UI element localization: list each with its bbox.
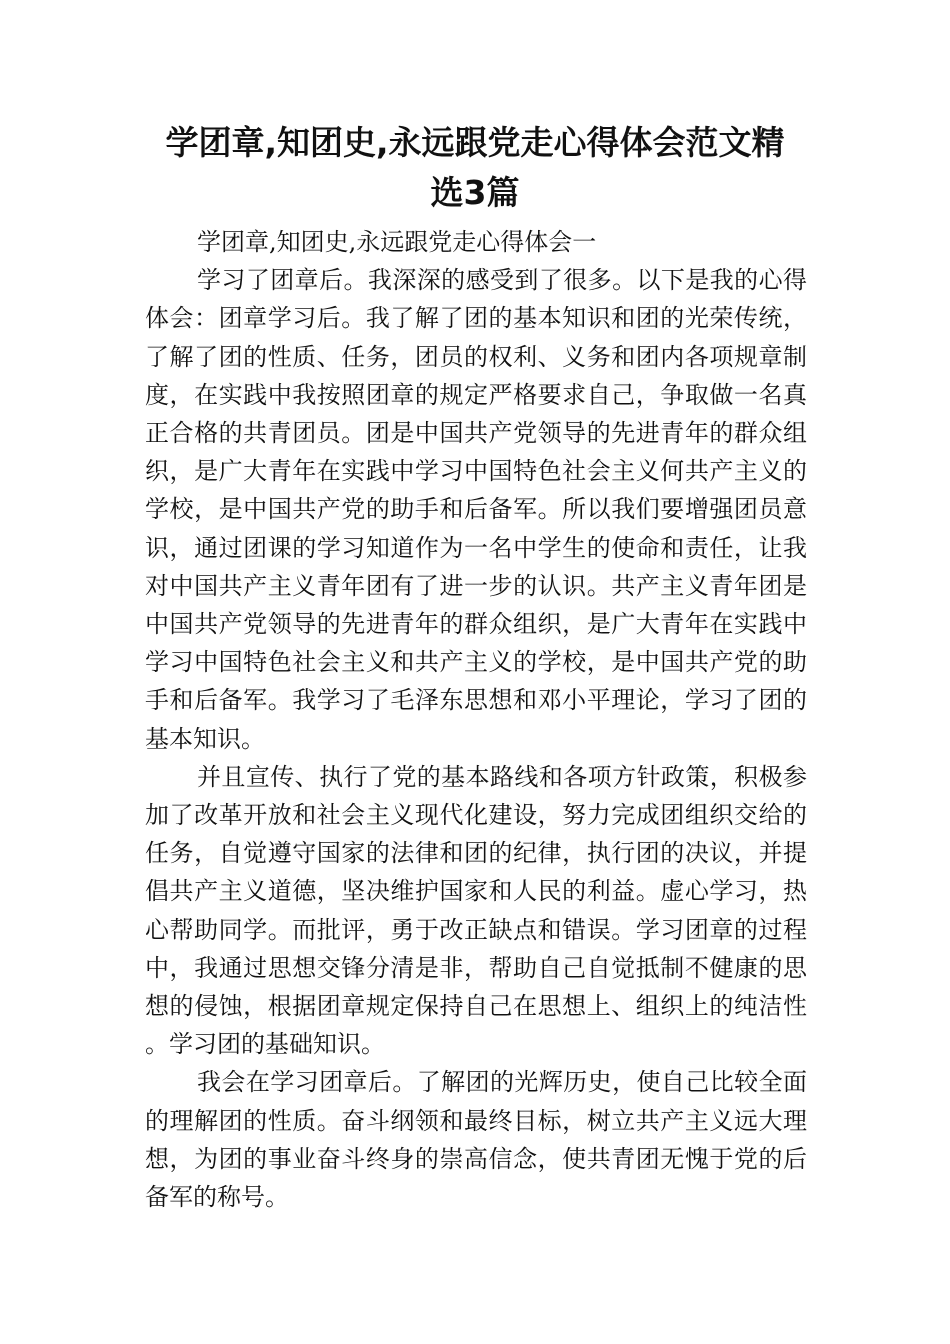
section-heading: 学团章,知团史,永远跟党走心得体会一 (197, 228, 597, 256)
document-title (130, 118, 820, 218)
body-paragraph-2: 并且宣传、执行了党的基本路线和各项方针政策，积极参加了改革开放和社会主义现代化建设，努力完成团组织交给的任务，自觉遵守国家的法律和团的纪律，执行团的决议，并提倡共产主义道德，坚决维护国家和人民的利益。虚心学习，热心帮助同学。而批评，勇于改正缺点和错误。学习团章的过程中，我通过思想交锋分清是非，帮助自己自觉抵制不健康的思想的侵蚀，根据团章规定保持自己在思想上、组织上的纯洁性。学习团的基础知识。 (145, 762, 807, 1059)
body-paragraph-3: 我会在学习团章后。了解团的光辉历史，使自己比较全面的理解团的性质。奋斗纲领和最终目标，树立共产主义远大理想，为团的事业奋斗终身的崇高信念，使共青团无愧于党的后备军的称号。 (145, 1068, 807, 1212)
body-paragraph-1: 学习了团章后。我深深的感受到了很多。以下是我的心得体会：团章学习后。我了解了团的基本知识和团的光荣传统，了解了团的性质、任务，团员的权利、义务和团内各项规章制度，在实践中我按照团章的规定严格要求自己，争取做一名真正合格的共青团员。团是中国共产党领导的先进青年的群众组织，是广大青年在实践中学习中国特色社会主义何共产主义的学校，是中国共产党的助手和后备军。所以我们要增强团员意识，通过团课的学习知道作为一名中学生的使命和责任，让我对中国共产主义青年团有了进一步的认识。共产主义青年团是中国共产党领导的先进青年的群众组织，是广大青年在实践中学习中国特色社会主义和共产主义的学校，是中国共产党的助手和后备军。我学习了毛泽东思想和邓小平理论，学习了团的基本知识。 (145, 266, 807, 753)
title-line-1: 学团章,知团史,永远跟党走心得体会范文精 (165, 123, 785, 162)
document-body (145, 223, 807, 1216)
title-line-2: 选3篇 (430, 173, 520, 212)
